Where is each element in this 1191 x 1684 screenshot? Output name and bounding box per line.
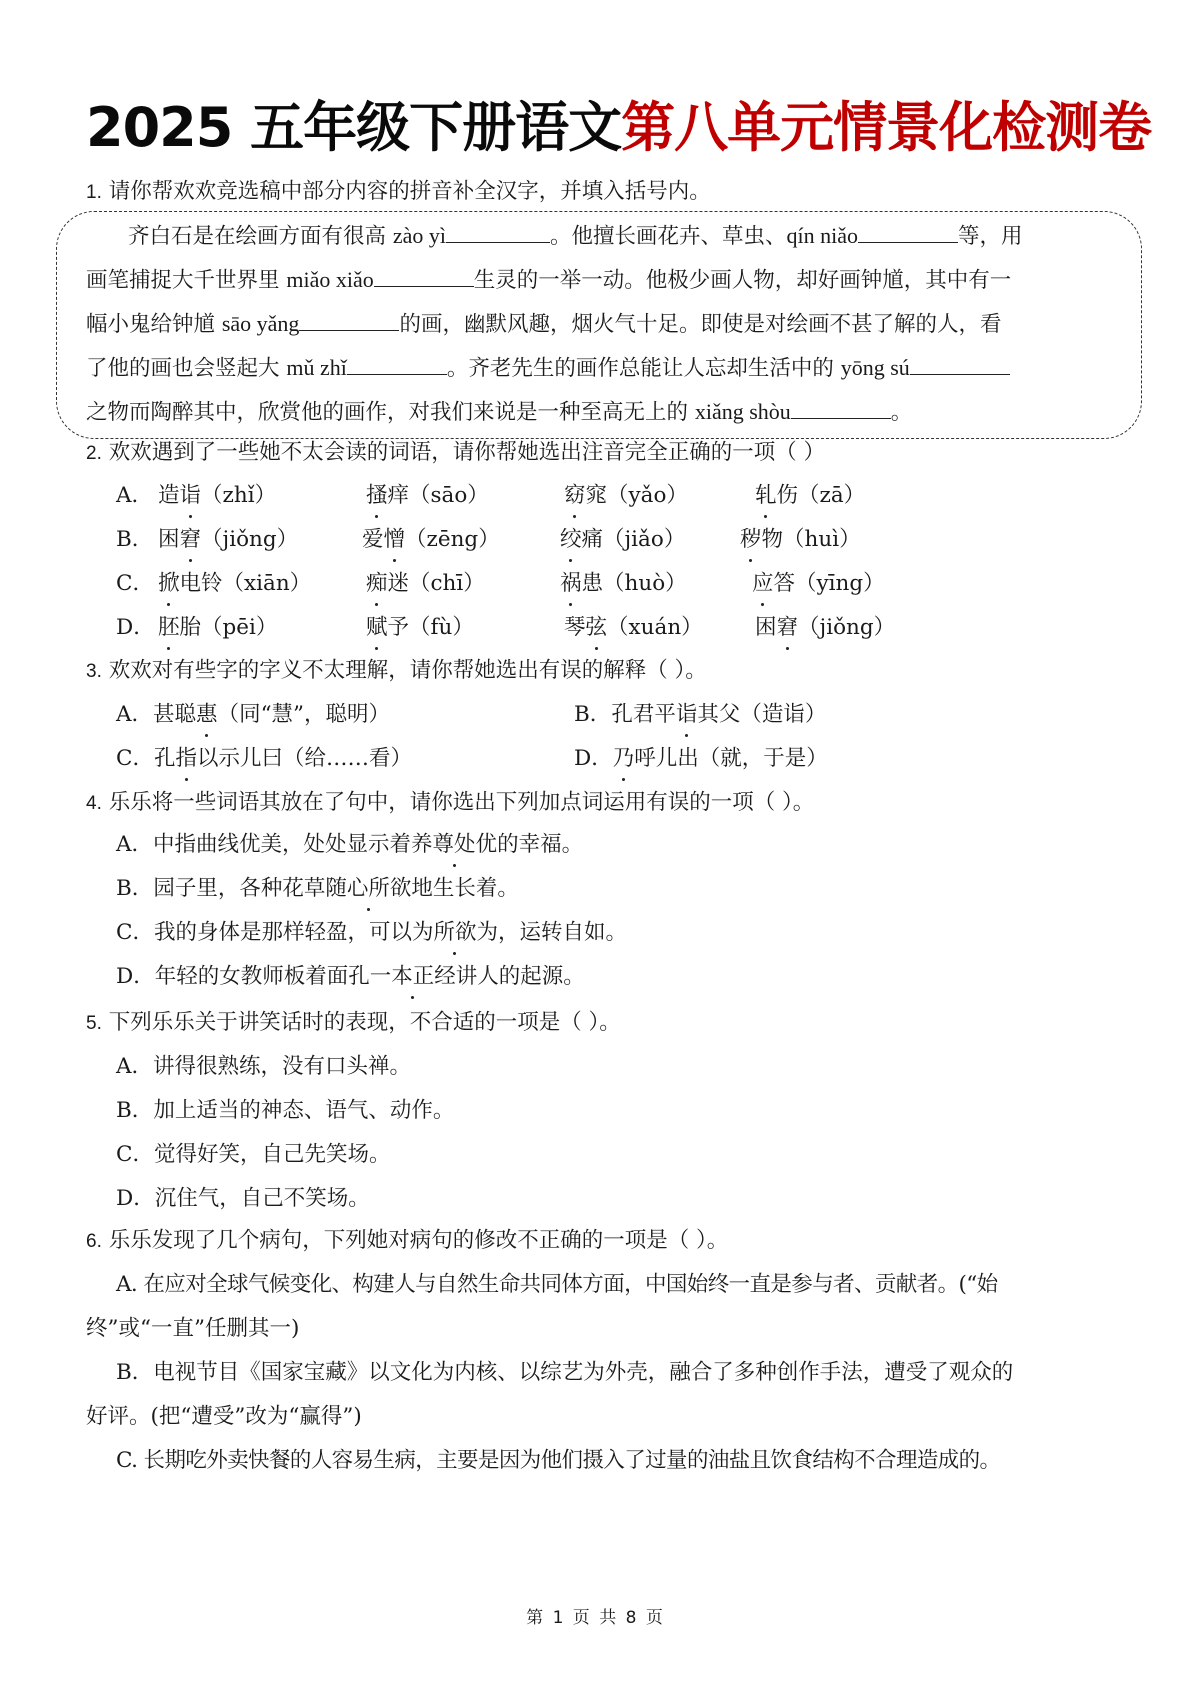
question-5-stem: 5. 下列乐乐关于讲笑话时的表现，不合适的一项是（ ）。 (86, 1010, 621, 1035)
q3-option-d[interactable]: D．乃呼儿出（就，于是） (574, 744, 828, 774)
q6-option-b[interactable]: B．电视节目《国家宝藏》以文化为内核、以综艺为外壳，融合了多种创作手法，遭受了观众的 (116, 1360, 1014, 1385)
exam-page: 2025 五年级下册语文第八单元情景化检测卷 1. 请你帮欢欢竞选稿中部分内容的拼音补全汉字，并填入括号内。 齐白石是在绘画方面有很高 zào yì 。他擅长画花卉、草虫、qín niǎo 等，用 画笔捕捉大千世界里 miǎo xiǎo 生灵的一举一动。他极少画人物，却好画钟馗，其中有一 幅小鬼给钟馗 sāo yǎng 的画，幽默风趣，烟火气十足。即使是对绘画不甚了解的人，看 了他的画也会竖起大 mǔ zhǐ 。齐老先生的画作总能让人忘却生活中的 yōng sú 之物而陶醉其中，欣赏他的画作，对我们来说是一种至高无上的 xiǎng shòu 。 2. 欢欢遇到了一些她不太会读的词语，请你帮她选出注音完全正确的一项（ ） A． 造诣（zhǐ） 搔痒（sāo） 窈窕（yǎo） 轧伤（zā） B． 困窘（jiǒng） 爱憎（zēng） 绞痛（jiǎo） 秽物（huì） C． 掀电铃（xiān） 痴迷（chī） 祸患（huò） 应答（yīng） D． 胚胎（pēi） 赋予（fù） 琴弦（xuán） 困窘（jiǒng） 3. 欢欢对有些字的字义不太理解，请你帮她选出有误的解释（ ）。 A．甚聪惠（同“慧”，聪明） B．孔君平诣其父（造诣） C．孔指以示儿曰（给……看） D．乃呼儿出（就，于是） 4. 乐乐将一些词语其放在了句中，请你选出下列加点词运用有误的一项（ ）。 A．中指曲线优美，处处显示着养尊处优的幸福。 B．园子里，各种花草随心所欲地生长着。 C．我的身体是那样轻盈，可以为所欲为，运转自如。 D．年轻的女教师板着面孔一本正经讲人的起源。 5. 下列乐乐关于讲笑话时的表现，不合适的一项是（ ）。 A．讲得很熟练，没有口头禅。 B．加上适当的神态、语气、动作。 C．觉得好笑，自己先笑场。 D．沉住气，自己不笑场。 6. 乐乐发现了几个病句，下列她对病句的修改不正确的一项是（ ）。 A. 在应对全球气候变化、构建人与自然生命共同体方面，中国始终一直是参与者、贡献者。(“始 终”或“一直”任删其一) B．电视节目《国家宝藏》以文化为内核、以综艺为外壳，融合了多种创作手法，遭受了观众的 好评。(把“遭受”改为“赢得”) C. 长期吃外卖快餐的人容易生病，主要是因为他们摄入了过量的油盐且饮食结构不合理造成的。 第 1 页 共 8 页 (0, 0, 1191, 1684)
q2-option-a[interactable]: A． (116, 483, 154, 508)
page-number: 第 1 页 共 8 页 (526, 1608, 665, 1628)
q3-option-c[interactable]: C．孔指以示儿曰（给……看） (116, 744, 412, 774)
question-2-stem: 2. 欢欢遇到了一些她不太会读的词语，请你帮她选出注音完全正确的一项（ ） (86, 440, 826, 465)
q5-option-c[interactable]: C．觉得好笑，自己先笑场。 (116, 1142, 391, 1167)
q6-option-a-cont: 终”或“一直”任删其一) (86, 1316, 300, 1341)
q5-option-d[interactable]: D．沉住气，自己不笑场。 (116, 1186, 370, 1211)
q2-option-c[interactable]: C． (116, 571, 154, 596)
q2-option-b[interactable]: B． (116, 527, 154, 552)
question-1-stem: 1. 请你帮欢欢竞选稿中部分内容的拼音补全汉字，并填入括号内。 (86, 179, 711, 204)
answer-blank[interactable] (347, 354, 447, 375)
answer-blank[interactable] (910, 354, 1010, 375)
question-6-stem: 6. 乐乐发现了几个病句，下列她对病句的修改不正确的一项是（ ）。 (86, 1228, 729, 1253)
answer-blank[interactable] (791, 398, 891, 419)
q6-option-b-cont: 好评。(把“遭受”改为“赢得”) (86, 1404, 362, 1429)
q4-option-a[interactable]: A．中指曲线优美，处处显示着养尊处优的幸福。 (116, 830, 583, 860)
passage-line-4: 了他的画也会竖起大 mǔ zhǐ 。齐老先生的画作总能让人忘却生活中的 yōng sú (86, 353, 1010, 384)
answer-blank[interactable] (374, 266, 474, 287)
q6-option-a[interactable]: A. 在应对全球气候变化、构建人与自然生命共同体方面，中国始终一直是参与者、贡献者。(“始 (116, 1272, 998, 1297)
title-red-part: 第八单元情景化检测卷 (621, 96, 1152, 159)
q4-option-c[interactable]: C．我的身体是那样轻盈，可以为所欲为，运转自如。 (116, 918, 627, 948)
page-title (86, 88, 1152, 168)
question-4-stem: 4. 乐乐将一些词语其放在了句中，请你选出下列加点词运用有误的一项（ ）。 (86, 790, 815, 815)
q2-option-d[interactable]: D． (116, 615, 155, 640)
passage-line-3: 幅小鬼给钟馗 sāo yǎng 的画，幽默风趣，烟火气十足。即使是对绘画不甚了解的人，看 (86, 311, 1002, 337)
passage-line-5: 之物而陶醉其中，欣赏他的画作，对我们来说是一种至高无上的 xiǎng shòu 。 (86, 399, 913, 425)
answer-blank[interactable] (858, 222, 958, 243)
answer-blank[interactable] (446, 222, 550, 243)
passage-line-1: 齐白石是在绘画方面有很高 zào yì 。他擅长画花卉、草虫、qín niǎo 等，用 (128, 223, 1023, 249)
answer-blank[interactable] (299, 310, 399, 331)
question-3-stem: 3. 欢欢对有些字的字义不太理解，请你帮她选出有误的解释（ ）。 (86, 658, 707, 683)
title-black-part: 2025 五年级下册语文 (86, 96, 622, 159)
q6-option-c[interactable]: C. 长期吃外卖快餐的人容易生病，主要是因为他们摄入了过量的油盐且饮食结构不合理造成的。 (116, 1448, 1001, 1473)
passage-line-2: 画笔捕捉大千世界里 miǎo xiǎo 生灵的一举一动。他极少画人物，却好画钟馗，其中有一 (86, 267, 1012, 293)
q3-option-a[interactable]: A．甚聪惠（同“慧”，聪明） (116, 700, 390, 730)
q5-option-a[interactable]: A．讲得很熟练，没有口头禅。 (116, 1054, 412, 1079)
q4-option-d[interactable]: D．年轻的女教师板着面孔一本正经讲人的起源。 (116, 962, 585, 992)
q5-option-b[interactable]: B．加上适当的神态、语气、动作。 (116, 1098, 455, 1123)
q4-option-b[interactable]: B．园子里，各种花草随心所欲地生长着。 (116, 874, 519, 904)
q3-option-b[interactable]: B．孔君平诣其父（造诣） (574, 700, 826, 730)
